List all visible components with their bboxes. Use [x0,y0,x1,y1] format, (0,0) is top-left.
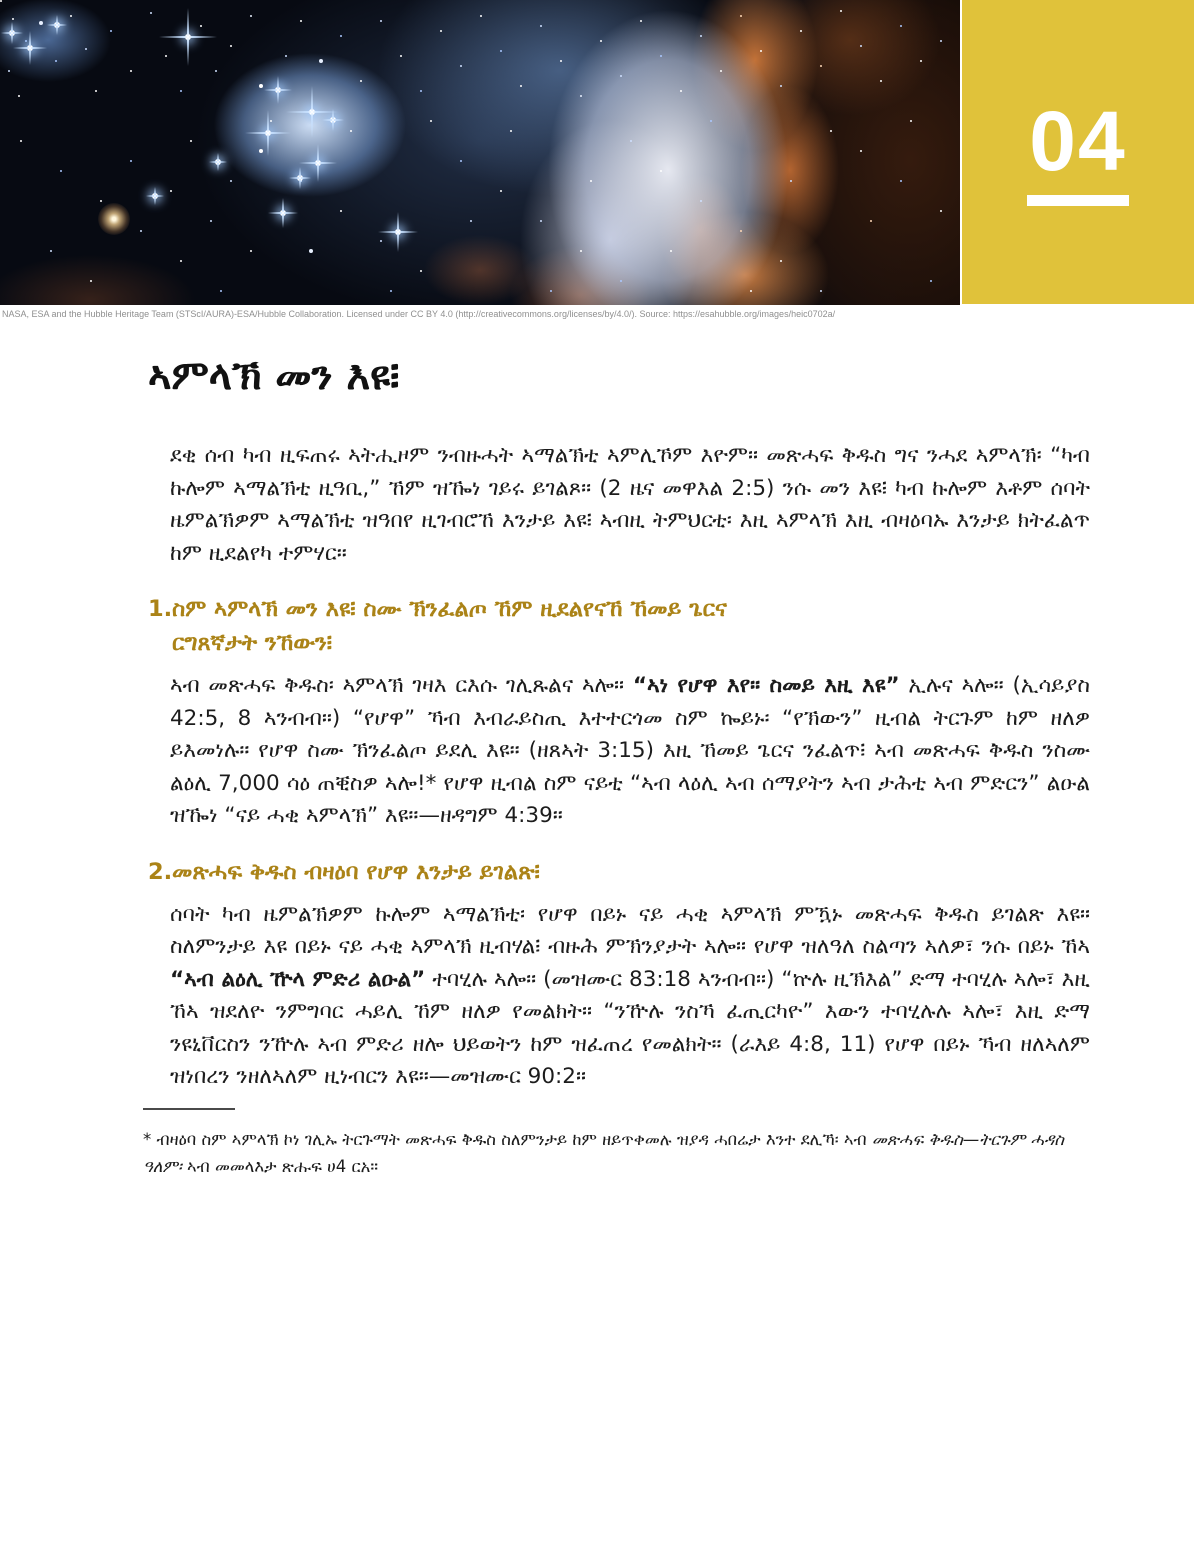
text-run: * ብዛዕባ ስም ኣምላኽ ኮነ ገሊኡ ትርጉማት መጽሓፍ ቅዱስ ስለምንታይ ከም ዘይጥቀመሉ ዝያዳ ሓበሬታ እንተ ደሊኻ፡ ኣብ [143,1130,872,1149]
star-icon [280,210,286,216]
text-run: ተባሂሉ ኣሎ። (መዝሙር 83:18 ኣንብብ።) “ኵሉ ዚኽእል” ድማ ተባሂሉ ኣሎ፣ እዚ ኸኣ ዝደለዮ ንምግባር ሓይሊ ኸም ዘለዎ የመልክት። “ንዅሉ ንስኻ ፈጢርካዮ” እውን ተባሂሉሉ ኣሎ፣ እዚ ድማ ንዩኒቨርስን ንዅሉ ኣብ ምድሪ ዘሎ ህይወትን ከም ዝፈጠረ የመልክት። (ራእይ 4:8, 11) የሆዋ በይኑ ኻብ ዘለኣለም ዝነበረን ንዘለኣለም ዚነብርን እዩ።—መዝሙር 90:2። [170,966,1090,1089]
nebula-layer [0,0,960,305]
section-heading-text: መጽሓፍ ቅዱስ ብዛዕባ የሆዋ እንታይ ይገልጽ፧ [172,858,540,885]
section-heading [148,592,1090,660]
section-2 [148,855,1090,1094]
lesson-number-badge [962,0,1194,304]
footnote-area [143,1108,1090,1181]
article [0,330,1200,1197]
hero-image [0,0,960,305]
star-icon [315,160,321,166]
text-run: ኣብ መጽሓፍ ቅዱስ፡ ኣምላኽ ገዛእ ርእሱ ገሊጹልና ኣሎ። [170,673,633,698]
galaxy-icon [98,203,130,235]
image-credit: NASA, ESA and the Hubble Heritage Team (STScI/AURA)-ESA/Hubble Collaboration. Licensed under CC BY 4.0 (http://creativecommons.org/licenses/by/4.0/). Source: https://esahubble.org/images/heic0702a/ [2,309,836,319]
text-run: “ኣብ ልዕሊ ዅላ ምድሪ ልዑል” [170,966,426,992]
page-title: ኣምላኽ መን እዩ፧ [148,353,400,399]
star-icon [54,22,60,28]
star-icon [27,45,33,51]
text-run: ኢሉና ኣሎ። (ኢሳይያስ 42:5, 8 ኣንብብ።) “የሆዋ” ኻብ እብራይስጢ እተተርጎመ ስም ኰይኑ፡ “የኽውን” ዚብል ትርጉም ከም ዘለዎ ይእመነሉ። የሆዋ ስሙ ኽንፈልጦ ይደሊ እዩ። (ዘጸኣት 3:15) እዚ ኸመይ ጌርና ንፈልጥ፧ ኣብ መጽሓፍ ቅዱስ ንስሙ ልዕሊ 7,000 ሳዕ ጠቒስዎ ኣሎ!* የሆዋ ዚብል ስም ናይቲ “ኣብ ላዕሊ ኣብ ሰማያትን ኣብ ታሕቲ ኣብ ምድርን” ልዑል ዝዀነ “ናይ ሓቂ ኣምላኽ” እዩ።—ዘዳግም 4:39። [170,673,1090,828]
intro-paragraph [170,440,1090,570]
star-icon [297,175,303,181]
section-1 [148,592,1090,833]
section-body [170,670,1090,833]
lesson-number: 04 [1029,93,1127,188]
section-body [170,899,1090,1094]
section-marker: 2. [148,858,173,885]
section-heading [148,855,1090,889]
section-heading-text: ስም ኣምላኽ መን እዩ፧ ስሙ ኽንፈልጦ ኸም ዚደልየናኸ ኸመይ ጌርና ርግጸኛታት ንኸውን፧ [172,596,727,656]
star-icon [265,130,271,136]
section-marker: 1. [148,596,173,622]
text-run: መጽሓፍ ቅዱስ—ትርጉም ሓዳስ ዓለም፡ [143,1130,1064,1176]
text-run: ኣብ መመላእታ ጽሑፍ ሀ4 ርአ። [181,1157,379,1176]
text-run: “ኣነ የሆዋ እየ። ስመይ እዚ እዩ” [632,673,900,698]
star-icon [330,117,336,123]
footnote [143,1126,1090,1180]
footnote-separator [143,1108,235,1110]
lesson-number-underline [1027,195,1129,206]
star-icon [395,229,401,235]
star-icon [275,87,281,93]
star-icon [215,159,221,165]
star-icon [185,34,191,40]
starfield [0,0,2,2]
text-run: ሰባት ካብ ዜምልኽዎም ኩሎም ኣማልኽቲ፡ የሆዋ በይኑ ናይ ሓቂ ኣምላኽ ምዃኑ መጽሓፍ ቅዱስ ይገልጽ እዩ። ስለምንታይ እዩ በይኑ ናይ ሓቂ ኣምላኽ ዚብሃል፧ ብዙሕ ምኽንያታት ኣሎ። የሆዋ ዝለዓለ ስልጣን ኣለዎ፣ ንሱ በይኑ ኸኣ [170,901,1090,959]
text-run: ደቂ ሰብ ካብ ዚፍጠሩ ኣትሒዞም ንብዙሓት ኣማልኽቲ ኣምሊኾም እዮም። መጽሓፍ ቅዱስ ግና ንሓደ ኣምላኽ፡ “ካብ ኩሎም ኣማልኽቲ ዚዓቢ,” ኸም ዝዀነ ገይሩ ይገልጾ። (2 ዜና መዋእል 2:5) ንሱ መን እዩ፧ ካብ ኩሎም እቶም ሰባት ዜምልኽዎም ኣማልኽቲ ዝዓበየ ዚገብሮኸ እንታይ እዩ፧ ኣብዚ ትምህርቲ፡ እዚ ኣምላኽ እዚ ብዛዕባኡ እንታይ ክትፈልጥ ከም ዚደልየካ ተምሃር። [170,443,1090,566]
star-icon [9,30,15,36]
star-icon [309,109,315,115]
star-icon [152,193,158,199]
